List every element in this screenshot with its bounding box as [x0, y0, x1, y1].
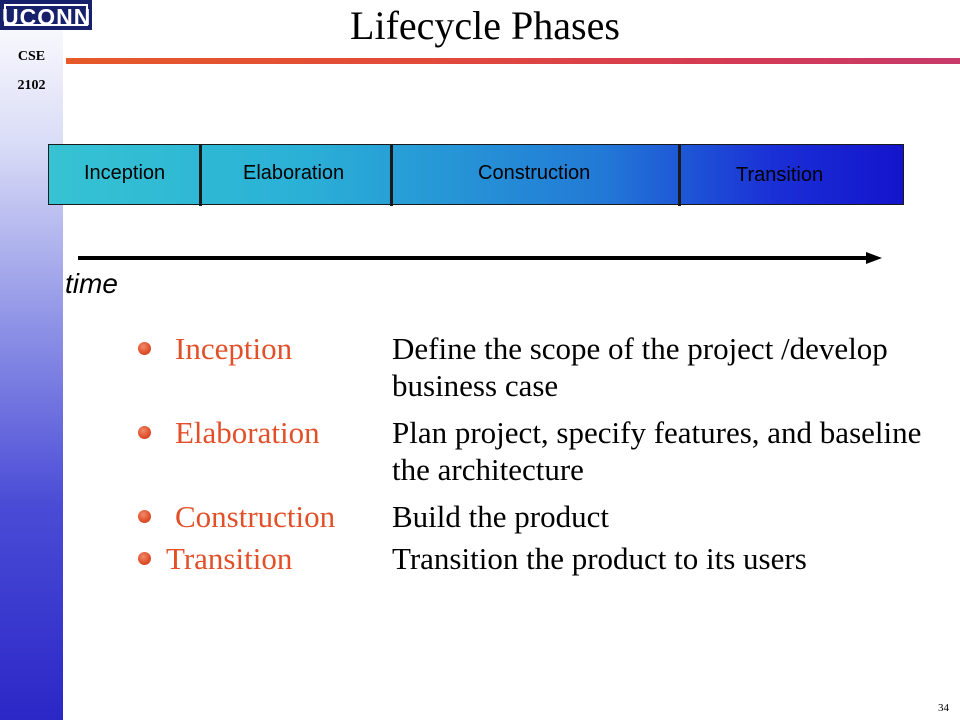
- phase-divider: [390, 144, 393, 206]
- bullet-icon: [138, 510, 151, 523]
- logo-text: UCONN: [2, 4, 92, 30]
- course-code-line1: CSE: [17, 49, 46, 64]
- sidebar-gradient: [0, 0, 63, 720]
- course-code-line2: 2102: [17, 78, 46, 93]
- page-number: 34: [938, 702, 949, 714]
- phase-term: Construction: [175, 499, 336, 534]
- phase-label-transition: Transition: [736, 164, 824, 186]
- phase-term: Elaboration: [175, 415, 320, 450]
- time-arrow-icon: [866, 252, 882, 264]
- time-axis-label: time: [65, 268, 118, 299]
- bullet-icon: [138, 552, 151, 565]
- phase-label-inception: Inception: [84, 162, 166, 184]
- phase-term: Transition: [166, 541, 293, 576]
- phase-description: Define the scope of the project /develop business case: [392, 331, 888, 403]
- slide-title: Lifecycle Phases: [350, 3, 620, 48]
- bullet-icon: [138, 342, 151, 355]
- phase-label-elaboration: Elaboration: [243, 162, 345, 184]
- phase-term: Inception: [175, 331, 293, 366]
- phase-description: Transition the product to its users: [392, 541, 807, 576]
- bullet-icon: [138, 426, 151, 439]
- phase-label-construction: Construction: [478, 162, 591, 184]
- phase-description: Plan project, specify features, and baseline the architecture: [392, 415, 922, 487]
- phase-divider: [199, 144, 202, 206]
- time-axis-line: [78, 256, 868, 260]
- title-underline: [66, 58, 960, 64]
- phase-divider: [678, 144, 681, 206]
- phase-description: Build the product: [392, 499, 609, 534]
